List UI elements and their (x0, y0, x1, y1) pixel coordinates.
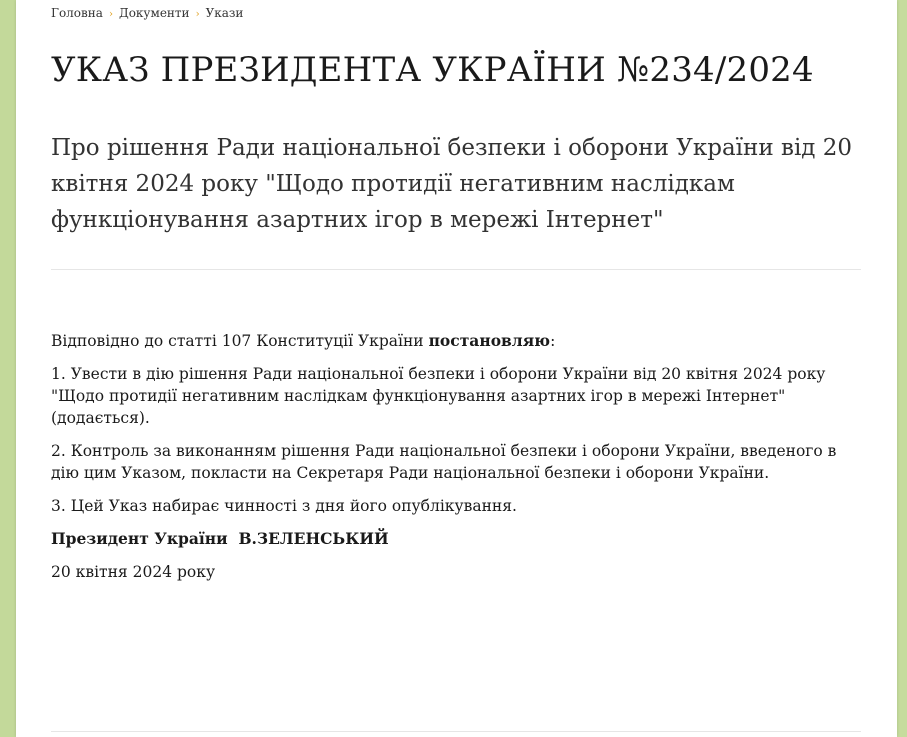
divider-top (51, 269, 861, 270)
divider-bottom (51, 731, 861, 732)
breadcrumb-documents-link[interactable]: Документи (118, 6, 190, 20)
decree-item-1: 1. Увести в дію рішення Ради національної безпеки і оборони України від 20 квітня 2024 року "Щодо протидії негативним наслідкам функціонування азартних ігор в мережі Інтернет" (додається). (51, 365, 826, 427)
intro-paragraph (51, 330, 861, 352)
breadcrumb (51, 6, 243, 20)
signature: Президент України В.ЗЕЛЕНСЬКИЙ (51, 529, 389, 548)
breadcrumb-separator-icon: › (108, 9, 113, 20)
breadcrumb-separator-icon: › (195, 9, 200, 20)
decree-item-3: 3. Цей Указ набирає чинності з дня його опублікування. (51, 497, 517, 515)
breadcrumb-decrees-link[interactable]: Укази (205, 6, 244, 20)
intro-text: Відповідно до статті 107 Конституції України (51, 332, 429, 350)
document-body (51, 330, 861, 594)
breadcrumb-home-link[interactable]: Головна (51, 6, 103, 20)
page-title: УКАЗ ПРЕЗИДЕНТА УКРАЇНИ №234/2024 (51, 50, 814, 90)
background-right (897, 0, 907, 737)
decree-item-2: 2. Контроль за виконанням рішення Ради національної безпеки і оборони України, введеного в дію цим Указом, покласти на Секретаря Ради національної безпеки і оборони України. (51, 442, 837, 482)
background-left (0, 0, 16, 737)
intro-end: : (550, 332, 556, 350)
decree-date: 20 квітня 2024 року (51, 563, 216, 581)
document-subtitle: Про рішення Ради національної безпеки і оборони України від 20 квітня 2024 року "Щодо протидії негативним наслідкам функціонування азартних ігор в мережі Інтернет" (51, 135, 853, 233)
intro-bold: постановляю (428, 331, 551, 350)
document-page (16, 0, 897, 737)
